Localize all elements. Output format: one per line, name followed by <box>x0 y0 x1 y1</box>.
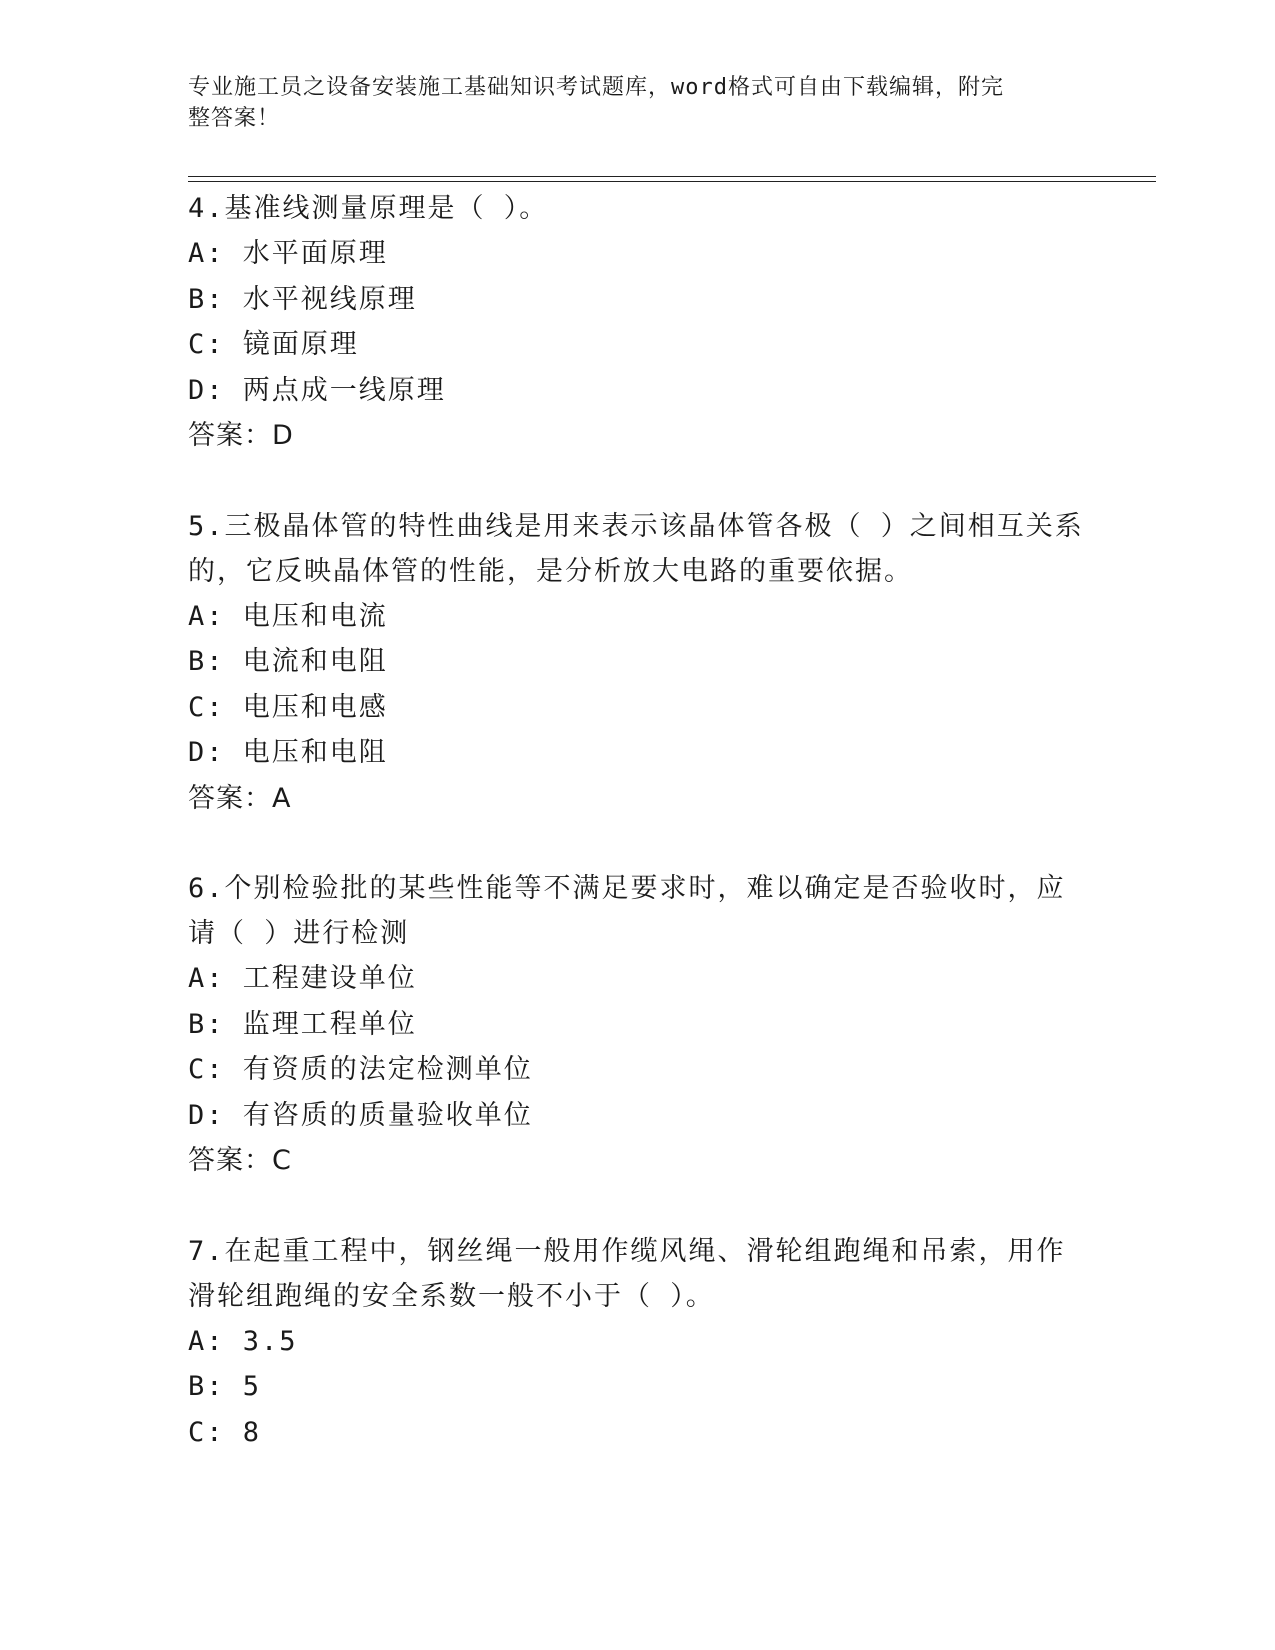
question-5 <box>188 504 1088 822</box>
option-a: A: 电压和电流 <box>188 600 388 632</box>
question-stem-line: 滑轮组跑绳的安全系数一般不小于（ ）。 <box>188 1280 715 1312</box>
option-d: D: 有咨质的质量验收单位 <box>188 1099 533 1131</box>
option-d: D: 两点成一线原理 <box>188 374 446 406</box>
question-stem-line: 7.在起重工程中，钢丝绳一般用作缆风绳、滑轮组跑绳和吊索，用作 <box>188 1235 1066 1267</box>
option-b: B: 监理工程单位 <box>188 1008 417 1040</box>
header-line-1: 专业施工员之设备安装施工基础知识考试题库，word格式可自由下载编辑，附完 <box>188 75 1004 100</box>
question-stem-line: 4.基准线测量原理是（ ）。 <box>188 193 549 224</box>
question-6 <box>188 866 1088 1184</box>
answer-line: 答案：D <box>188 420 294 451</box>
option-b: B: 5 <box>188 1371 262 1402</box>
question-stem-line: 6.个别检验批的某些性能等不满足要求时，难以确定是否验收时，应 <box>188 873 1066 904</box>
header-line-2: 整答案！ <box>188 106 281 131</box>
option-b: B: 水平视线原理 <box>188 283 417 315</box>
answer-line: 答案：A <box>188 782 292 814</box>
option-a: A: 水平面原理 <box>188 238 388 269</box>
spacer <box>188 821 1088 866</box>
header-divider-top <box>188 176 1156 177</box>
question-stem-line: 请（ ）进行检测 <box>188 918 410 949</box>
header-divider-bottom <box>188 181 1156 182</box>
spacer <box>188 1184 1088 1229</box>
option-a: A: 3.5 <box>188 1325 298 1357</box>
question-7 <box>188 1229 1088 1456</box>
question-4 <box>188 186 1088 459</box>
question-stem-line: 的，它反映晶体管的性能，是分析放大电路的重要依据。 <box>188 555 913 587</box>
spacer <box>188 459 1088 504</box>
option-b: B: 电流和电阻 <box>188 646 388 677</box>
option-c: C: 镜面原理 <box>188 329 359 360</box>
option-c: C: 电压和电感 <box>188 691 388 723</box>
option-d: D: 电压和电阻 <box>188 737 388 768</box>
option-c: C: 有资质的法定检测单位 <box>188 1054 533 1085</box>
answer-line: 答案：C <box>188 1145 292 1176</box>
question-stem-line: 5.三极晶体管的特性曲线是用来表示该晶体管各极（ ）之间相互关系 <box>188 510 1084 542</box>
option-a: A: 工程建设单位 <box>188 963 417 994</box>
option-c: C: 8 <box>188 1416 262 1448</box>
document-header <box>188 72 1068 134</box>
question-list <box>188 186 1088 1455</box>
